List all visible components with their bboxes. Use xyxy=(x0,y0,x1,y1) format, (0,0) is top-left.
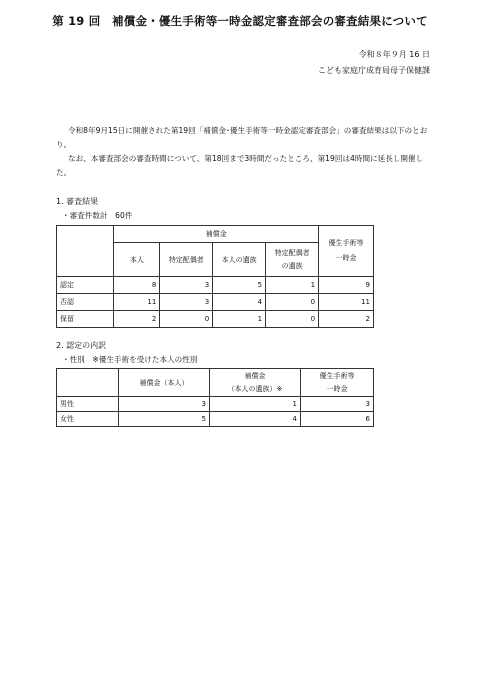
header-principal-bereaved: 本人の遺族 xyxy=(213,243,266,277)
header-spouse: 特定配偶者 xyxy=(160,243,213,277)
section-2-heading: 2. 認定の内訳 xyxy=(56,341,107,350)
header-spouse-bereaved-line2: の遺族 xyxy=(281,261,303,270)
header-compensation-bereaved-line2: （本人の遺族）※ xyxy=(227,384,283,393)
section-1-heading: 1. 審査結果 xyxy=(56,197,99,206)
cell-value: 5 xyxy=(213,277,266,294)
row-label: 認定 xyxy=(57,277,114,294)
header-compensation-bereaved-line1: 補償金 xyxy=(244,371,266,380)
cell-value: 1 xyxy=(266,277,319,294)
document-title: 第 19 回 補償金・優生手術等一時金認定審査部会の審査結果について xyxy=(52,14,428,28)
cell-value: 4 xyxy=(210,412,301,427)
header-lump-sum-line1: 優生手術等 xyxy=(319,371,355,380)
table-header-row xyxy=(57,369,374,397)
section-1-subheading: ・審査件数計 60件 xyxy=(62,211,133,220)
cell-value: 0 xyxy=(160,311,213,328)
table-row xyxy=(57,311,374,328)
paragraph-2: なお、本審査部会の審査時間について、第18回まで3時間だったところ、第19回は4時間に延長し開催した。 xyxy=(56,154,424,177)
cell-value: 3 xyxy=(119,397,210,412)
section-2-subheading: ・性別 ※優生手術を受けた本人の性別 xyxy=(62,355,198,364)
document-date: 令和８年９月 16 日 xyxy=(358,50,430,59)
cell-value: 4 xyxy=(213,294,266,311)
row-label: 否認 xyxy=(57,294,114,311)
review-results-table xyxy=(56,225,374,328)
cell-value: 11 xyxy=(114,294,160,311)
header-lump-sum-line2: 一時金 xyxy=(335,254,357,262)
header-principal: 本人 xyxy=(114,243,160,277)
cell-value: 5 xyxy=(119,412,210,427)
header-lump-sum-line2: 一時金 xyxy=(326,384,348,393)
cell-value: 2 xyxy=(114,311,160,328)
cell-value: 3 xyxy=(301,397,374,412)
cell-value: 3 xyxy=(160,294,213,311)
header-compensation-group: 補償金 xyxy=(114,226,319,243)
header-compensation-bereaved xyxy=(210,369,301,397)
row-label: 保留 xyxy=(57,311,114,328)
table-row xyxy=(57,277,374,294)
header-lump-sum xyxy=(301,369,374,397)
header-lump-sum xyxy=(319,226,374,277)
cell-value: 6 xyxy=(301,412,374,427)
cell-value: 3 xyxy=(160,277,213,294)
row-label: 女性 xyxy=(57,412,119,427)
cell-value: 0 xyxy=(266,311,319,328)
table-header-row xyxy=(57,226,374,243)
header-compensation-principal: 補償金（本人） xyxy=(119,369,210,397)
header-lump-sum-line1: 優生手術等 xyxy=(328,239,364,247)
cell-value: 11 xyxy=(319,294,374,311)
header-blank-cell xyxy=(57,226,114,277)
cell-value: 1 xyxy=(213,311,266,328)
issuing-organization: こども家庭庁成育局母子保健課 xyxy=(318,66,430,75)
header-spouse-bereaved-line1: 特定配偶者 xyxy=(274,248,310,257)
header-spouse-bereaved xyxy=(266,243,319,277)
paragraph-1: 令和8年9月15日に開催された第19回「補償金･優生手術等一時金認定審査部会」の審査結果は以下のとおり。 xyxy=(56,126,428,149)
cell-value: 1 xyxy=(210,397,301,412)
header-blank-cell xyxy=(57,369,119,397)
cell-value: 0 xyxy=(266,294,319,311)
cell-value: 8 xyxy=(114,277,160,294)
approval-breakdown-table xyxy=(56,368,374,427)
row-label: 男性 xyxy=(57,397,119,412)
table-row xyxy=(57,397,374,412)
table-row xyxy=(57,294,374,311)
cell-value: 9 xyxy=(319,277,374,294)
table-row xyxy=(57,412,374,427)
cell-value: 2 xyxy=(319,311,374,328)
